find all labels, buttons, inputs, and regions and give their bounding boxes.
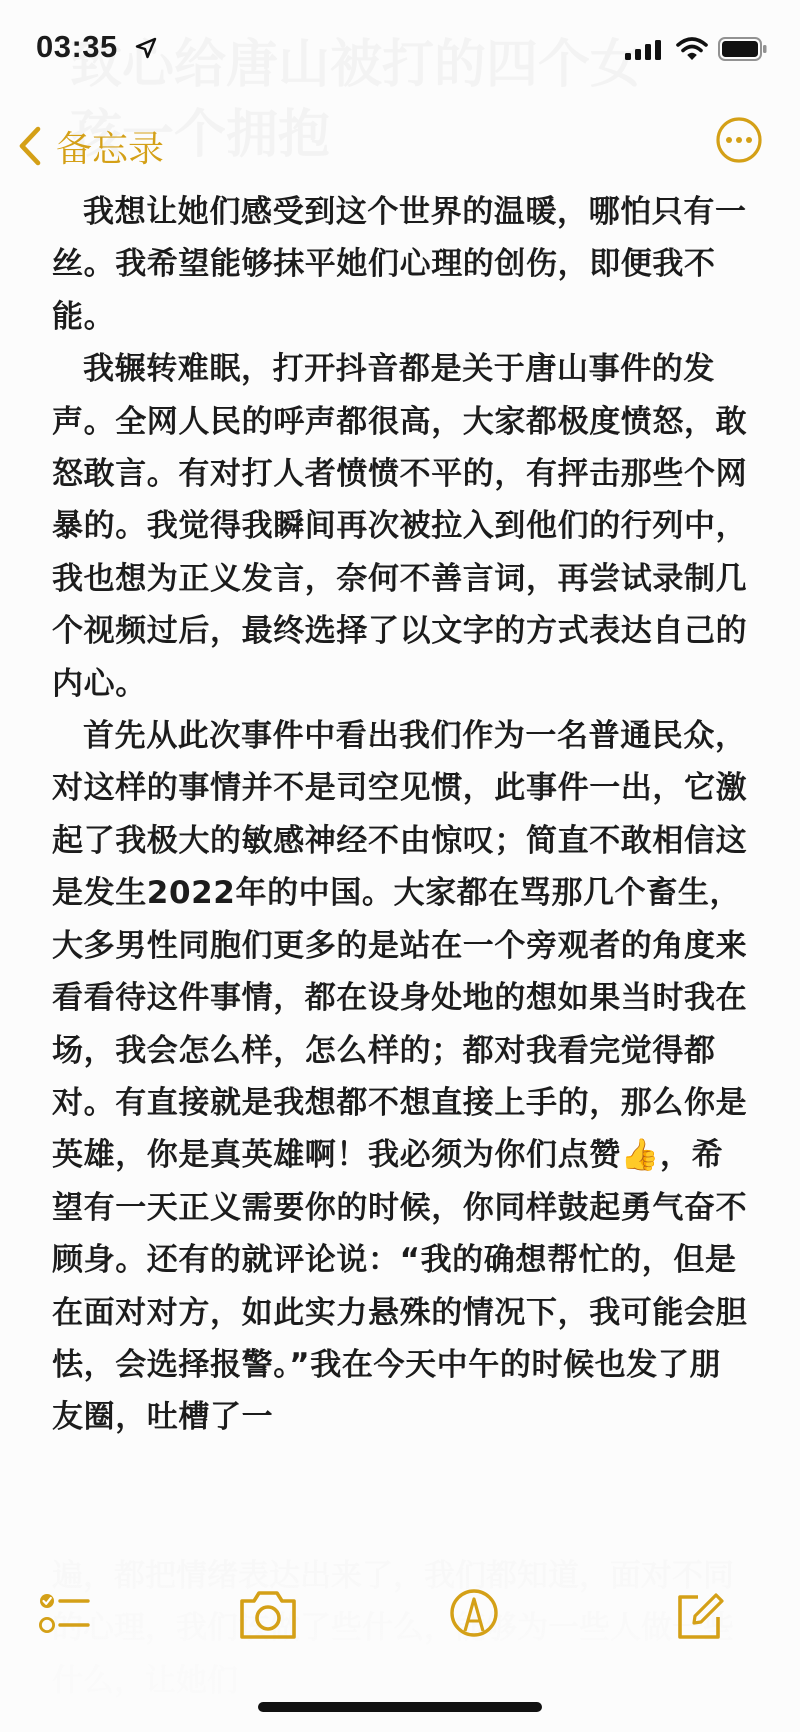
cellular-signal-icon (625, 40, 663, 60)
note-body[interactable] (52, 186, 752, 1551)
home-indicator[interactable] (258, 1702, 542, 1712)
status-bar (0, 0, 800, 100)
markup-pen-icon[interactable] (444, 1585, 504, 1645)
navigation-bar (0, 110, 800, 180)
wifi-icon (676, 36, 708, 62)
ellipsis-circle-icon[interactable] (715, 116, 763, 164)
back-button[interactable] (18, 118, 164, 174)
note-paragraph: 我想让她们感受到这个世界的温暖，哪怕只有一丝。我希望能够抹平她们心理的创伤，即便我不能。 (52, 194, 747, 335)
battery-icon (718, 37, 768, 61)
chevron-left-icon (18, 126, 42, 166)
camera-icon[interactable] (236, 1585, 300, 1645)
note-paragraph: 我辗转难眠，打开抖音都是关于唐山事件的发声。全网人民的呼声都很高，大家都极度愤怒，敢怒敢言。有对打人者愤愤不平的，有抨击那些个网暴的。我觉得我瞬间再次被拉入到他们的行列中，我也想为正义发言，奈何不善言词，再尝试录制几个视频过后，最终选择了以文字的方式表达自己的内心。 (52, 351, 748, 702)
bottom-toolbar (0, 1585, 800, 1655)
back-label: 备忘录 (56, 128, 165, 170)
checklist-icon[interactable] (36, 1585, 96, 1645)
location-arrow-icon (134, 36, 158, 60)
status-time: 03:35 (36, 29, 118, 64)
compose-icon[interactable] (668, 1585, 728, 1645)
note-paragraph: 首先从此次事件中看出我们作为一名普通民众，对这样的事情并不是司空见惯，此事件一出，它激起了我极大的敏感神经不由惊叹；简直不敢相信这是发生2022年的中国。大家都在骂那几个畜生，大多男性同胞们更多的是站在一个旁观者的角度来看看待这件事情，都在设身处地的想如果当时我在场，我会怎么样，怎么样的；都对我看完觉得都对。有直接就是我想都不想直接上手的，那么你是英雄，你是真英雄啊！我必须为你们点赞👍，希望有一天正义需要你的时候，你同样鼓起勇气奋不顾身。还有的就评论说：“我的确想帮忙的，但是在面对对方，如此实力悬殊的情况下，我可能会胆怯，会选择报警。”我在今天中午的时候也发了朋友圈，吐槽了一 (52, 718, 748, 1436)
